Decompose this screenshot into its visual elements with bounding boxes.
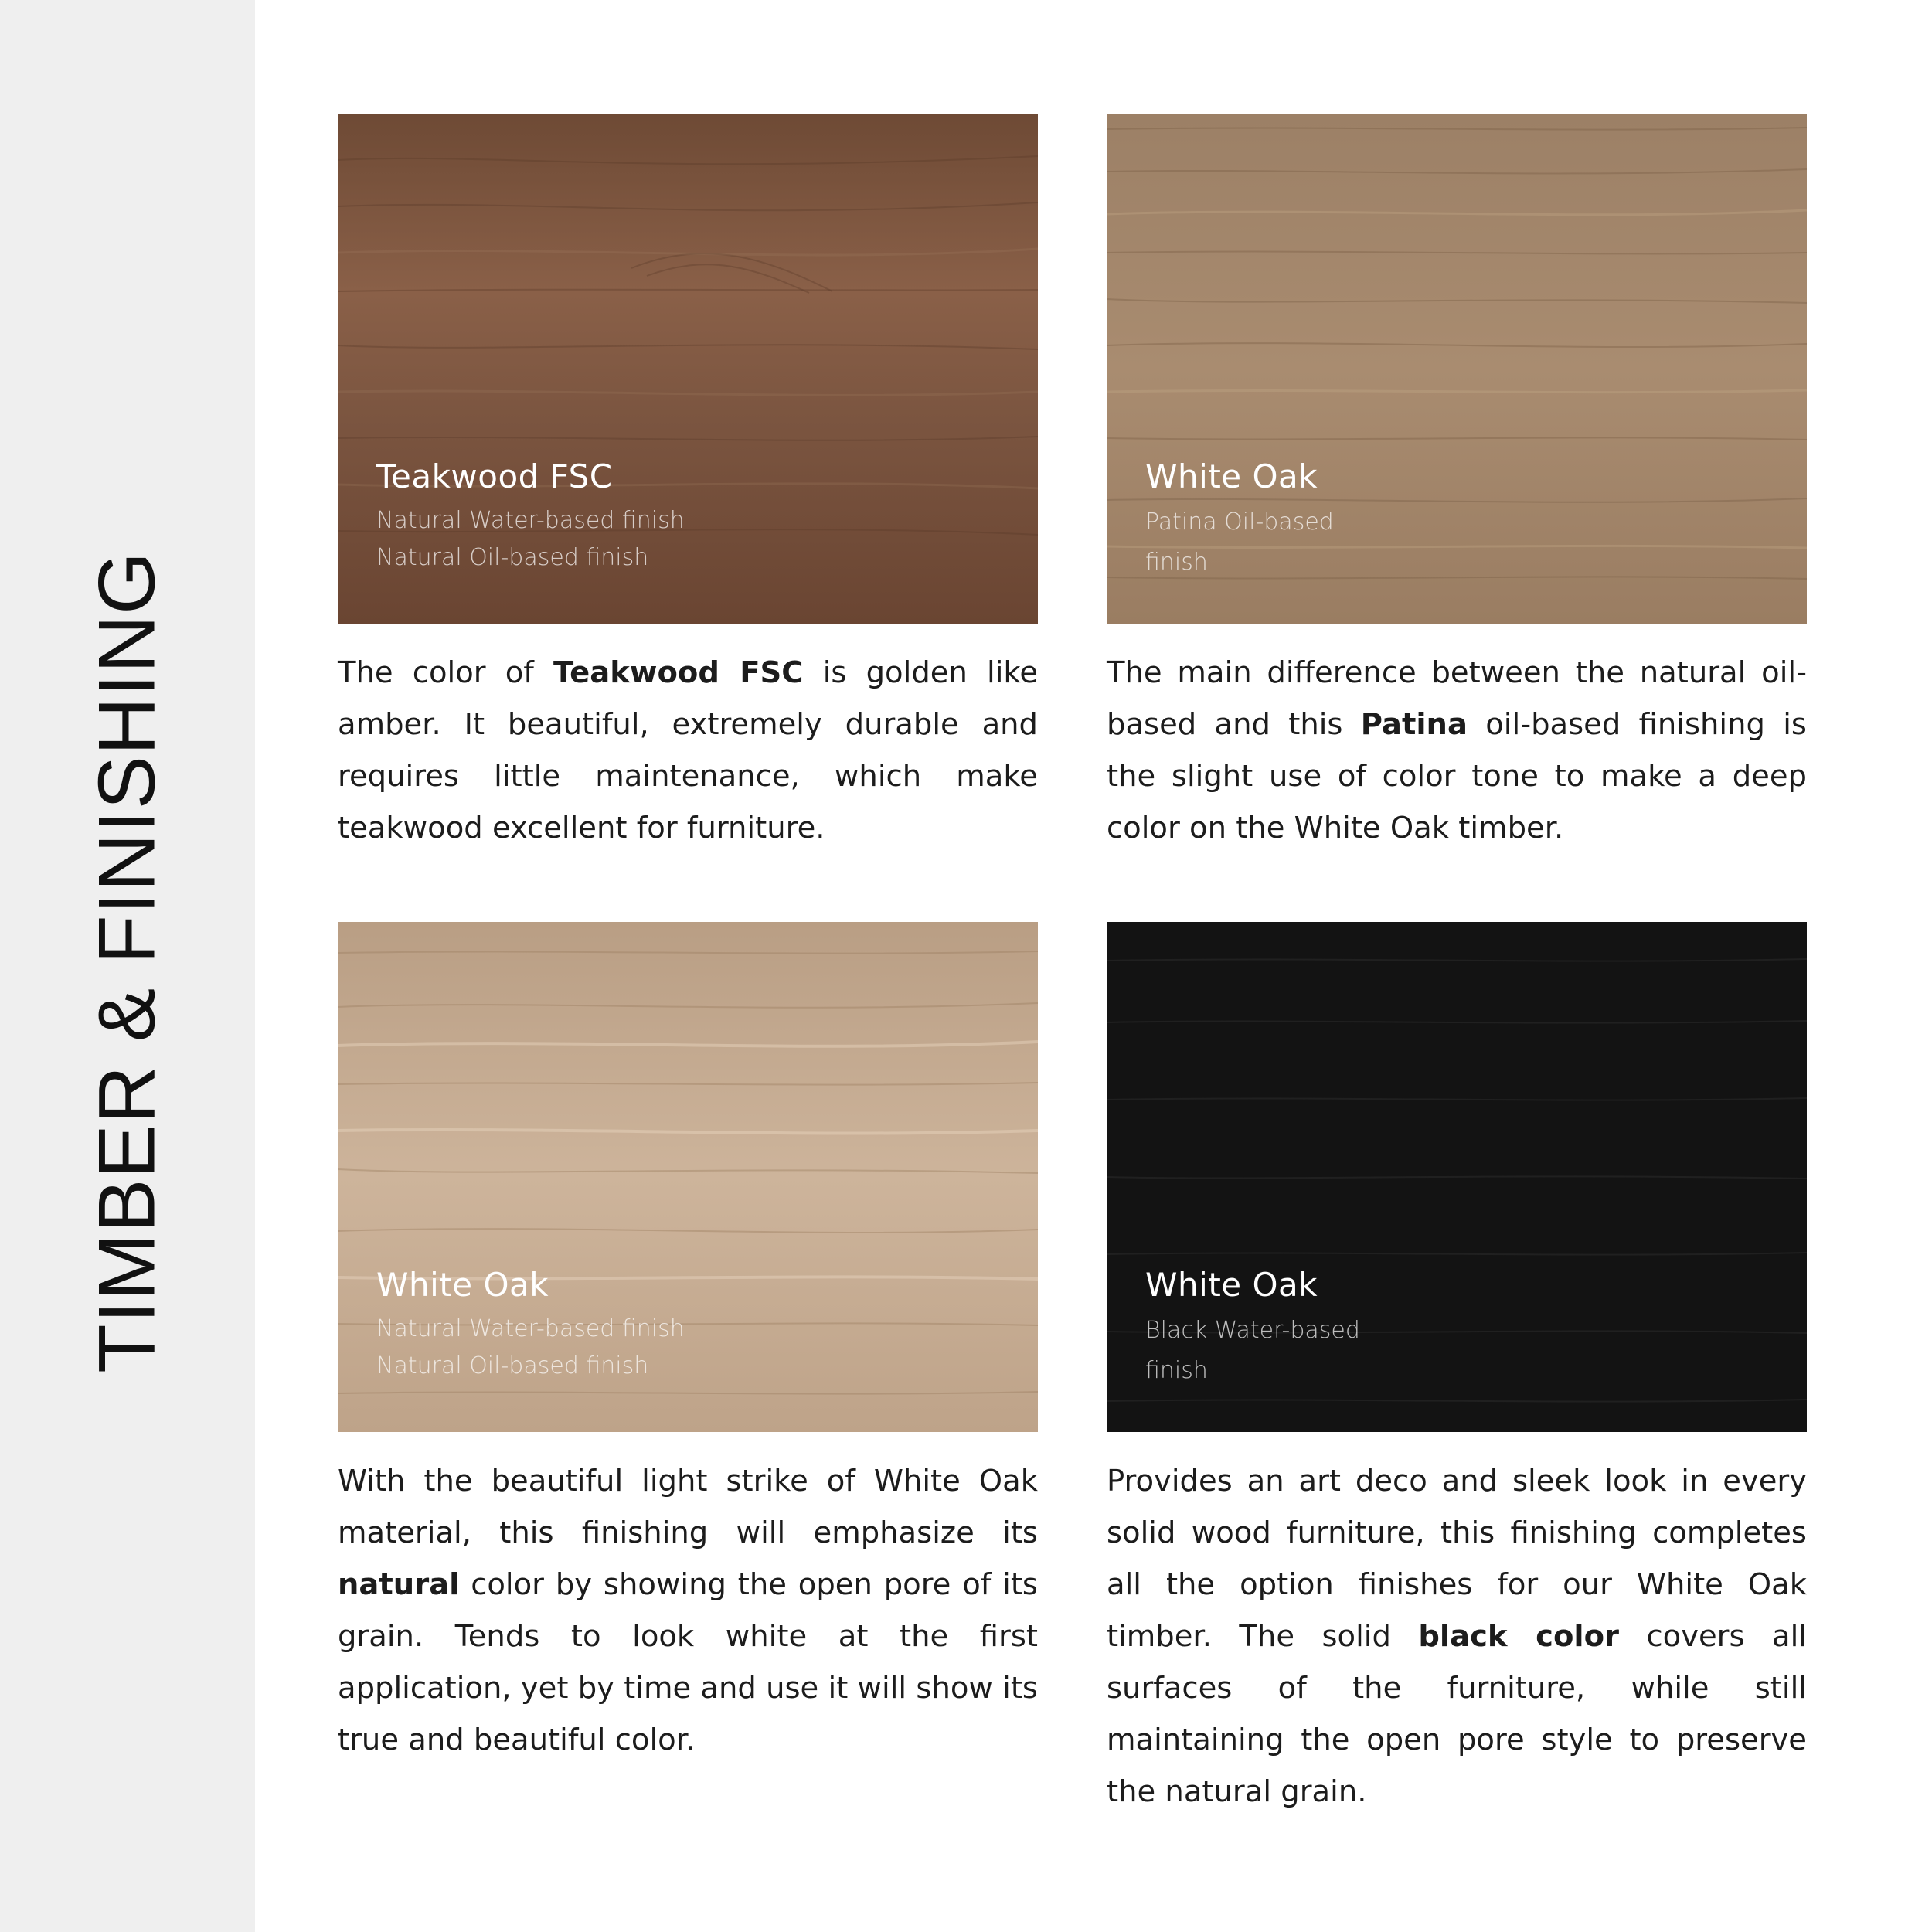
swatch-caption [376,457,685,577]
wood-name: Teakwood FSC [376,457,613,495]
wood-name: White Oak [1145,1266,1318,1304]
card-description: The main difference between the natural oil-based and this Patina oil-based finishing is the slight use of color tone to make a deep color on the White Oak timber. [1107,655,1807,845]
card-description: Provides an art deco and sleek look in every solid wood furniture, this finishing completes all the option finishes for our White Oak timber. The solid black color covers all surfaces of the furniture, while still maintaining the open pore style to preserve the natural grain. [1107,1464,1807,1809]
wood-swatch-image [1107,922,1807,1432]
wood-name: White Oak [376,1266,549,1304]
highlight-text: Teakwood FSC [553,655,804,690]
finish-option: Natural Oil-based finish [376,544,649,572]
wood-swatch-image [338,922,1038,1432]
highlight-text: natural [338,1567,460,1602]
finish-card-white-oak-natural [338,922,1038,1766]
finish-card-white-oak-patina [1107,114,1807,854]
wood-swatch-image [338,114,1038,624]
wood-swatch-image [1107,114,1807,624]
highlight-text: black color [1418,1619,1620,1654]
card-description: The color of Teakwood FSC is golden like amber. It beautiful, extremely durable and requires little maintenance, which make teakwood excellent for furniture. [338,655,1039,845]
swatch-caption [1145,457,1377,583]
finish-option: Patina Oil-based finish [1145,509,1334,577]
page-title: TIMBER & FINISHING [82,551,172,1373]
finish-list [376,502,685,577]
finish-option: Natural Water-based finish [376,507,685,535]
finish-option: Natural Water-based finish [376,1315,685,1343]
swatch-caption [1145,1266,1377,1391]
finish-card-white-oak-black [1107,922,1807,1818]
finish-option: Natural Oil-based finish [376,1352,649,1380]
swatch-caption [376,1266,685,1385]
finish-list [376,1311,685,1385]
finish-option: Black Water-based finish [1145,1317,1360,1385]
finish-card-teakwood [338,114,1038,854]
card-description: With the beautiful light strike of White Oak material, this finishing will emphasize its natural color by showing the open pore of its grain. Tends to look white at the first application, yet by time and use it will show its true and beautiful color. [338,1464,1038,1757]
highlight-text: Patina [1360,707,1468,742]
sidebar [0,0,255,1932]
wood-name: White Oak [1145,457,1318,495]
